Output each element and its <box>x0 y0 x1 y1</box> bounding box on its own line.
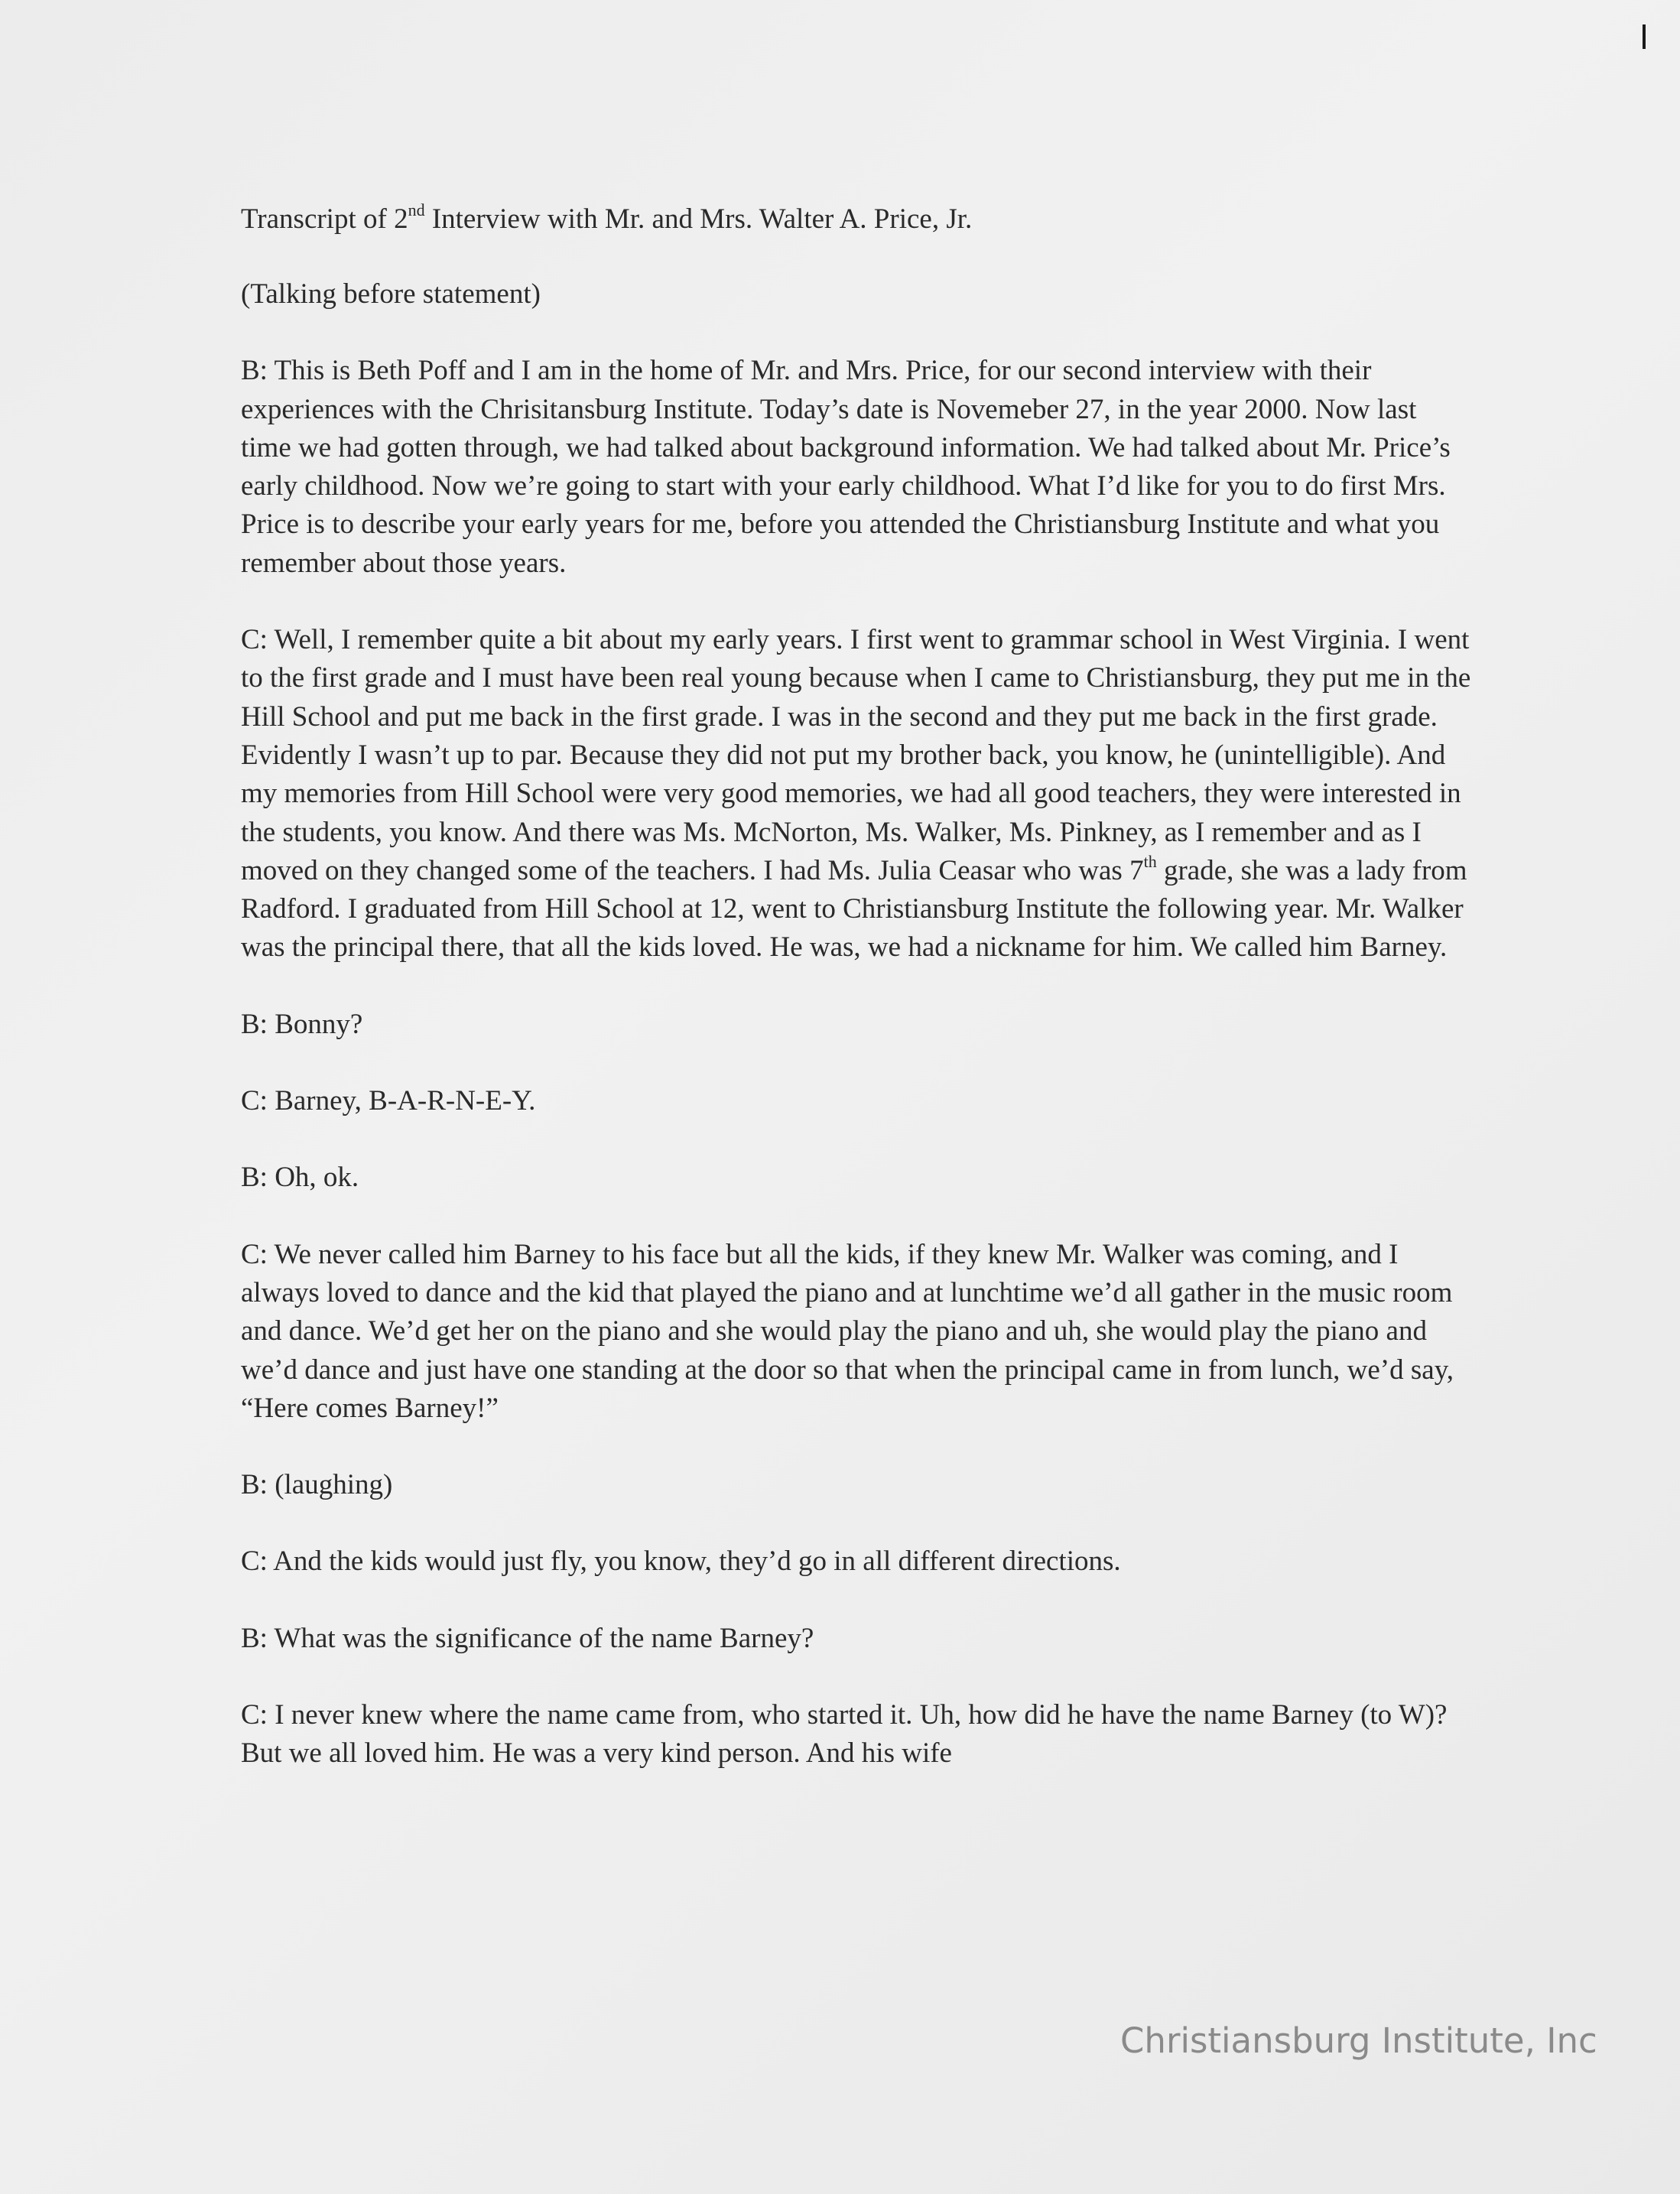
paragraph-talking-before: (Talking before statement) <box>241 278 541 310</box>
transcript-body <box>241 200 1472 1812</box>
paragraph-early-years-c <box>241 621 1472 967</box>
paragraph-name-origin-c: C: I never knew where the name came from, who started it. Uh, how did he have the name Barney (to W)? But we all loved him. He was a very kind person. And his wife <box>241 1699 1448 1770</box>
paragraph-barney-spelling-c: C: Barney, B-A-R-N-E-Y. <box>241 1085 536 1117</box>
paragraph-dance-story-c: C: We never called him Barney to his face but all the kids, if they knew Mr. Walker was coming, and I always loved to dance and the kid that played the piano and at lunchtime we’d all gather in the music room and dance. We’d get her on the piano and she would play the piano and uh, she would play the piano and we’d dance and just have one standing at the door so that when the principal came in from lunch, we’d say, “Here comes Barney!” <box>241 1238 1454 1424</box>
paragraph-bonny-b: B: Bonny? <box>241 1008 363 1040</box>
transcript-title <box>241 200 1472 239</box>
title-text-end: Interview with Mr. and Mrs. Walter A. Price, Jr. <box>424 203 973 235</box>
paragraph-significance-b: B: What was the significance of the name Barney? <box>241 1622 814 1654</box>
grade-superscript: th <box>1143 851 1157 871</box>
paragraph-oh-ok-b: B: Oh, ok. <box>241 1162 359 1194</box>
paragraph-early-years-rest: grade, she was a lady from Radford. I graduated from Hill School at 12, went to Christiansburg Institute the following year. Mr. Walker was the principal there, that all the kids loved. He was, we had a nickname for him. We called him Barney. <box>241 854 1467 964</box>
watermark-text: Christiansburg Institute, Inc <box>1120 2020 1597 2061</box>
page-marker <box>1643 24 1646 49</box>
paragraph-kids-fly-c: C: And the kids would just fly, you know, they’d go in all different directions. <box>241 1546 1121 1578</box>
title-superscript: nd <box>408 200 425 219</box>
paragraph-early-years-text: C: Well, I remember quite a bit about my early years. I first went to grammar school in West Virginia. I went to the first grade and I must have been real young because when I came to Christiansburg, they put me in the Hill School and put me back in the first grade. I was in the second and they put me back in the first grade. Evidently I wasn’t up to par. Because they did not put my brother back, you know, he (unintelligible). And my memories from Hill School were very good memories, we had all good teachers, they were interested in the students, you know. And there was Ms. McNorton, Ms. Walker, Ms. Pinkney, as I remember and as I moved on they changed some of the teachers. I had Ms. Julia Ceasar who was 7 <box>241 624 1471 886</box>
paragraph-intro-b: B: This is Beth Poff and I am in the home of Mr. and Mrs. Price, for our second interview with their experiences with the Chrisitansburg Institute. Today’s date is Novemeber 27, in the year 2000. Now last time we had gotten through, we had talked about background information. We had talked about Mr. Price’s early childhood. Now we’re going to start with your early childhood. What I’d like for you to do first Mrs. Price is to describe your early years for me, before you attended the Christiansburg Institute and what you remember about those years. <box>241 355 1451 579</box>
title-text-start: Transcript of 2 <box>241 203 408 235</box>
paragraph-laughing-b: B: (laughing) <box>241 1469 393 1501</box>
